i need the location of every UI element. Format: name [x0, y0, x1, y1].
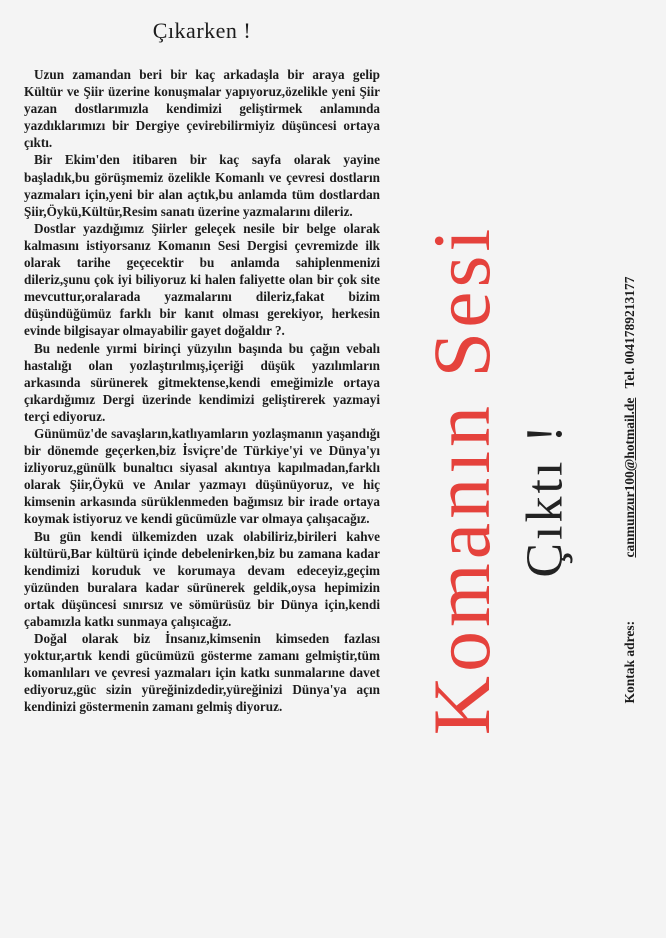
paragraph-2: Bir Ekim'den itibaren bir kaç sayfa olarak yayine başladık,bu görüşmemiz özelikle Komanlı ve çevresi dostların yazmaları için,yeni bir alan açtık,bu anlamda tüm dostlardan Şiir,Öykü,Kültür,Resim sanatı üzerine yazmalarını dileriz.: [24, 152, 380, 219]
article-body: [24, 66, 380, 716]
contact-email-link[interactable]: canmunzur100@hotmail.de: [622, 397, 637, 558]
contact-phone: Tel. 0041789213177: [622, 276, 637, 389]
magazine-name-banner: Komanın Sesi: [416, 224, 507, 736]
paragraph-1: Uzun zamandan beri bir kaç arkadaşla bir araya gelip Kültür ve Şiir üzerine konuşmalar yapıyoruz,özelikle yeni Şiir yazan dostlarımızla kendimizi geliştirmek anlamında yazdıklarımızı bir Dergiye çevirebilirmiyiz düşüncesi ortaya çıktı.: [24, 67, 380, 151]
contact-label: Kontak adres:: [622, 620, 637, 704]
paragraph-5: Günümüz'de savaşların,katlıyamların yozlaşmanın yaşandığı bir dönemde geçerken,biz İsviçre'de Türkiye'yi ve Dünya'yı izliyoruz,günülk bunaltıcı siyasal akıntıya kapılmadan,farklı olarak Şiir,Öykü ve Anılar yazmayı düşünüyoruz, ve hiç kimsenin arkasında sürüklenmeden bağımsız bir irade ortaya koymak istiyoruz ve kendi gücümüzle var olmaya çalışacağız.: [24, 425, 380, 527]
paragraph-7: Doğal olarak biz İnsanız,kimsenin kimseden fazlası yoktur,artık kendi gücümüzü gösterme zamanı gelmiştir,tüm komanlıları ve çevresi yazmaları için katkı sunmalarıne davet ediyoruz,güc sizin yüreğinizdedir,yüreğinizi Dünya'ya açın kendinizi göstermenin zamanı gelmiş diyoruz.: [24, 631, 380, 715]
paragraph-3: Dostlar yazdığımız Şiirler geleçek nesile bir belge olarak kalmasını istiyorsanız Komanın Sesi Dergisi çevremizde ilk olarak tarihe geçecektir bu anlamda sahiplenmenizi dileriz,şunu çok iyi biliyoruz ki halen faliyette olan bir çok site mevcuttur,oralarada yazmalarını dileriz,fakat bizim düşündüğümüz farklı bir kanıt olması gerekiyor, herkesin evinde bilgisayar olmayabilir gayet doğaldır ?.: [24, 220, 380, 339]
paragraph-6: Bu gün kendi ülkemizden uzak olabiliriz,birileri kahve kültürü,Bar kültürü içinde debelenirken,biz bu zamana kadar kendimizi koruduk ve korumaya devam edeceyiz,geçim yüzünden buralara kadar sürünerek geldik,oysa hepimizin ortak düşüncesi sınırsız ve sömürüsüz bir Dünya için,kendi çabamızla katkı sunmaya çalışıcağız.: [24, 528, 380, 629]
released-banner: Çıktı !: [516, 422, 574, 578]
contact-line: [622, 276, 638, 703]
paragraph-4: Bu nedenle yırmi birinçi yüzyılın başında bu çağın vebalı hastalığı olan yozlaştırılmış,içeriği düşük yazılımların arkasında sürünerek gitmektense,kendi emeğimizle ortaya çıkardığımız Dergi üzerinde kendimizi geliştirerek yazmayi terçi ediyoruz.: [24, 340, 380, 424]
page-title: Çıkarken !: [152, 18, 252, 43]
